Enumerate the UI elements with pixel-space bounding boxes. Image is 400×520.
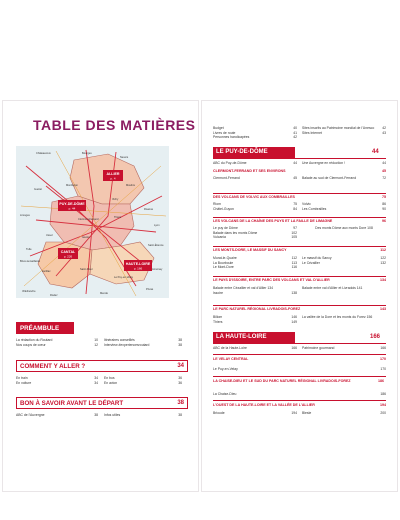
- map-region-label-allier: [103, 170, 123, 181]
- town: Saint-Étienne: [148, 244, 164, 247]
- toc-entry-label: Le Puy-en-Velay: [213, 367, 238, 371]
- section-title: COMMENT Y ALLER ?: [20, 362, 86, 370]
- toc-entry-page: 75: [293, 202, 297, 206]
- toc-entry-label: ABC de la Haute-Loire: [213, 346, 247, 350]
- right-top-col2: [302, 126, 386, 135]
- toc-entry-page: 170: [380, 367, 386, 371]
- cantal-label: CANTAL: [60, 250, 76, 254]
- toc-entry[interactable]: [213, 235, 297, 240]
- s4-col1: [213, 286, 297, 295]
- toc-entry-page: 156: [366, 315, 373, 319]
- town: Ussel: [46, 234, 53, 237]
- hl-col2: [302, 346, 386, 351]
- toc-entry[interactable]: [213, 392, 386, 397]
- subsection-heading[interactable]: [213, 357, 386, 361]
- section-rule: [213, 158, 386, 159]
- section-puy-de-dome[interactable]: [213, 147, 295, 158]
- section-bon-a-savoir[interactable]: [16, 397, 188, 409]
- toc-entry-label: La rédaction du Routard: [16, 338, 53, 342]
- s2-col2: [302, 226, 386, 231]
- toc-entry-label: Volvic: [302, 202, 311, 206]
- toc-entry[interactable]: [213, 207, 297, 212]
- subsection-heading[interactable]: [213, 248, 386, 252]
- allier-label: ALLIER: [106, 172, 120, 176]
- toc-entry[interactable]: [213, 265, 297, 270]
- toc-entry[interactable]: [302, 176, 386, 180]
- toc-entry-page: 141: [356, 286, 363, 290]
- toc-entry-page: 112: [291, 256, 297, 260]
- subsection-title: LES MONTS-DORE, LE MASSIF DU SANCY: [213, 248, 287, 252]
- section-page: 166: [370, 334, 381, 340]
- toc-entry[interactable]: [302, 286, 372, 291]
- s5-col1: [213, 315, 297, 324]
- s3-col2: [302, 256, 386, 265]
- toc-entry-label: La Bourboule: [213, 260, 234, 265]
- toc-entry-label: En train: [16, 376, 28, 380]
- puy-col1: [213, 161, 297, 166]
- subsection-heading[interactable]: [213, 403, 386, 407]
- toc-entry-label: En bus: [104, 376, 115, 380]
- section-title: PRÉAMBULE: [20, 324, 60, 332]
- section-rule: [213, 305, 386, 306]
- toc-entry-label: Infos utiles: [104, 413, 121, 417]
- toc-entry-page: 122: [380, 256, 386, 260]
- toc-entry-label: Les Combrailles: [302, 206, 327, 211]
- toc-entry-label: Itinéraires conseillés: [104, 338, 135, 342]
- toc-entry-page: 102: [291, 230, 297, 235]
- town: Roanne: [144, 208, 154, 211]
- toc-entry-label: Balade entre Cézallier et val d'Allier: [213, 286, 267, 290]
- toc-entry[interactable]: [16, 413, 98, 418]
- town: Clermont-Ferrand: [78, 218, 99, 221]
- subsection-page: 143: [380, 307, 386, 311]
- toc-entry-page: 36: [178, 376, 182, 380]
- auvergne-map: [16, 146, 169, 298]
- s2-col1: [213, 226, 297, 240]
- toc-entry-page: 36: [178, 380, 182, 385]
- s1-col2: [302, 202, 386, 211]
- town: Lyon: [154, 224, 160, 227]
- toc-entry-page: 138: [291, 290, 297, 295]
- toc-entry-label: Le massif du Sancy: [302, 256, 332, 260]
- town: Vichy: [112, 198, 119, 201]
- s5-col2: [302, 315, 386, 320]
- toc-entry-page: 116: [291, 265, 297, 269]
- toc-entry-label: Thiers: [213, 319, 223, 324]
- s0-col1: [213, 176, 297, 181]
- subsection-heading[interactable]: [213, 219, 386, 223]
- toc-entry-label: Balade entre val d'Allier et Livradois: [302, 286, 356, 290]
- toc-entry[interactable]: [213, 291, 297, 296]
- subsection-title: DES VOLCANS DE VOLVIC AUX COMBRAILLES: [213, 195, 295, 199]
- toc-entry-page: 12: [94, 342, 98, 347]
- preambule-col1: [16, 338, 98, 347]
- toc-entry-page: 43: [382, 130, 386, 135]
- hl2-col1: [213, 411, 297, 416]
- town: Nevers: [120, 156, 129, 159]
- toc-entry[interactable]: [104, 343, 182, 348]
- toc-entry[interactable]: [302, 315, 380, 320]
- toc-entry-label: Le Mont-Dore: [213, 265, 234, 269]
- toc-entry[interactable]: [213, 320, 297, 325]
- town: Guéret: [34, 188, 42, 191]
- section-page: 34: [177, 363, 184, 369]
- toc-entry-page: 34: [94, 380, 98, 385]
- toc-entry[interactable]: [302, 226, 386, 231]
- toc-entry-label: Murat-le-Quaire: [213, 256, 237, 260]
- toc-entry-page: 44: [293, 161, 297, 165]
- town: Annonay: [152, 268, 163, 271]
- toc-entry-page: 41: [293, 130, 297, 135]
- toc-entry-label: Interview #experiencesroutard: [104, 342, 150, 347]
- toc-entry-page: 34: [94, 376, 98, 380]
- toc-entry[interactable]: [302, 411, 386, 416]
- subsection-page: 112: [380, 248, 386, 252]
- map-region-label-puy-de-dome: [58, 200, 86, 211]
- puy-de-dome-label: PUY-DE-DÔME: [59, 202, 85, 206]
- subsection-heading[interactable]: [213, 379, 384, 383]
- town: Châteauroux: [36, 152, 51, 155]
- cantal-label-page: p. 226: [63, 254, 73, 259]
- haute-loire-label-page: p. 166: [133, 266, 143, 271]
- toc-entry-page: 97: [293, 226, 297, 230]
- toc-entry-page: 200: [380, 411, 386, 415]
- toc-entry-label: Billom: [213, 315, 223, 319]
- toc-entry-page: 166: [291, 346, 297, 350]
- toc-entry-page: 42: [293, 135, 297, 139]
- hl0-col1: [213, 367, 386, 372]
- puy-col2: [302, 161, 386, 166]
- subsection-title: LE PAYS D'ISSOIRE, ENTRE PARC DES VOLCANS ET VAL D'ALLIER: [213, 278, 330, 282]
- toc-entry[interactable]: [302, 161, 386, 166]
- toc-entry[interactable]: [213, 346, 297, 351]
- subsection-page: 170: [380, 357, 386, 361]
- town: Brive-la-Gaillarde: [20, 260, 41, 263]
- right-top-col1: [213, 126, 297, 140]
- toc-entry-label: Des monts Dôme aux monts Dore: [315, 226, 367, 230]
- subsection-page: 134: [380, 278, 386, 282]
- toc-entry-page: 38: [178, 338, 182, 342]
- hl1-col1: [213, 392, 386, 397]
- toc-entry-label: Livres de route: [213, 130, 236, 135]
- toc-entry-label: Blesle: [302, 411, 312, 415]
- toc-entry-page: 134: [267, 286, 274, 290]
- toc-entry-label: Brioude: [213, 411, 225, 415]
- toc-entry-label: Balade dans les monts Dôme: [213, 230, 258, 235]
- subsection-heading[interactable]: [213, 278, 386, 282]
- toc-entry-page: 166: [380, 346, 386, 350]
- hl2-col2: [302, 411, 386, 416]
- town: Issoire: [82, 236, 90, 239]
- subsection-page: 96: [382, 219, 386, 223]
- toc-entry-label: Issoire: [213, 290, 223, 295]
- town: Bourges: [82, 152, 92, 155]
- toc-entry-label: Personnes handicapées: [213, 135, 250, 139]
- toc-entry-label: Patrimoine gourmand: [302, 346, 335, 350]
- toc-entry-label: Vulcania: [213, 235, 226, 239]
- subsection-page: 186: [378, 379, 384, 383]
- town: Aurillac: [42, 270, 51, 273]
- subsection-page: 194: [380, 403, 386, 407]
- toc-entry-label: Le Cézallier: [302, 260, 320, 265]
- town: Saint-Flour: [80, 268, 93, 271]
- toc-entry-page: 149: [291, 319, 297, 324]
- section-rule: [213, 343, 386, 344]
- preambule-col2: [104, 338, 182, 347]
- town: Le Puy-en-Velay: [114, 276, 134, 279]
- subsection-title: LES VOLCANS DE LA CHAÎNE DES PUYS ET LA FAILLE DE LIMAGNE: [213, 219, 333, 223]
- subsection-heading[interactable]: [213, 195, 386, 199]
- section-rule: [213, 193, 386, 194]
- toc-entry-label: Châtel-Guyon: [213, 206, 234, 211]
- toc-entry-page: 132: [380, 260, 386, 265]
- town: Moulins: [126, 184, 135, 187]
- section-title: BON À SAVOIR AVANT LE DÉPART: [20, 399, 124, 407]
- toc-entry-page: 105: [291, 235, 297, 239]
- section-preambule[interactable]: [16, 322, 74, 334]
- toc-entry-label: En voiture: [16, 380, 32, 385]
- toc-entry-page: 90: [382, 206, 386, 211]
- section-title: LE PUY-DE-DÔME: [216, 149, 268, 155]
- comment-col1: [16, 376, 98, 385]
- toc-entry[interactable]: [213, 135, 297, 140]
- allier-label-page: p. 4: [110, 176, 116, 181]
- toc-entry-page: 146: [291, 315, 297, 319]
- toc-entry[interactable]: [213, 367, 386, 372]
- toc-entry-page: 72: [382, 176, 386, 180]
- section-rule: [213, 354, 386, 355]
- toc-entry-label: Riom: [213, 202, 221, 206]
- toc-entry-label: Balade au sud de Clermont-Ferrand: [302, 176, 357, 180]
- subsection-page: 75: [382, 195, 386, 199]
- section-page: 38: [177, 400, 184, 406]
- toc-entry[interactable]: [104, 381, 182, 386]
- map-region-label-cantal: [58, 248, 78, 259]
- toc-entry-page: 38: [178, 413, 182, 417]
- toc-entry-label: Nos coups de cœur: [16, 342, 46, 347]
- toc-entry[interactable]: [302, 131, 386, 136]
- toc-entry-label: La vallée de la Dore et les monts du Forez: [302, 315, 366, 319]
- map-region-label-haute-loire: [124, 260, 152, 271]
- town: Limoges: [20, 214, 30, 217]
- section-rule: [213, 246, 386, 247]
- subsection-title: CLERMONT-FERRAND ET SES ENVIRONS: [213, 169, 286, 173]
- toc-entry-page: 45: [293, 176, 297, 180]
- toc-entry-page: 84: [293, 206, 297, 211]
- toc-entry[interactable]: [302, 261, 386, 266]
- toc-entry-page: 186: [380, 392, 386, 396]
- toc-entry-label: En avion: [104, 380, 118, 385]
- subsection-heading[interactable]: [213, 169, 386, 173]
- section-rule: [213, 400, 386, 401]
- section-rule: [213, 376, 386, 377]
- toc-entry-page: 44: [382, 161, 386, 165]
- s0-col2: [302, 176, 386, 180]
- town: Montluçon: [66, 184, 78, 187]
- town: Villefranche: [22, 290, 36, 293]
- section-rule: [213, 276, 386, 277]
- toc-entry[interactable]: [213, 161, 297, 166]
- toc-entry-label: Sites Internet: [302, 130, 322, 135]
- subsection-page: 45: [382, 169, 386, 173]
- toc-entry[interactable]: [213, 176, 297, 181]
- toc-entry[interactable]: [16, 381, 98, 386]
- town: Mende: [100, 292, 108, 295]
- s4-col2: [302, 286, 386, 291]
- s3-col1: [213, 256, 297, 270]
- town: Rodez: [50, 294, 58, 297]
- toc-entry-page: 42: [382, 126, 386, 130]
- toc-entry-label: La Chaise-Dieu: [213, 392, 237, 396]
- toc-entry-page: 38: [94, 413, 98, 417]
- toc-entry-page: 10: [94, 338, 98, 342]
- haute-loire-label: HAUTE-LOIRE: [125, 262, 151, 266]
- subsection-heading[interactable]: [213, 307, 386, 311]
- toc-entry-page: 38: [178, 342, 182, 347]
- section-title: LA HAUTE-LOIRE: [216, 334, 267, 340]
- toc-entry[interactable]: [104, 413, 182, 418]
- toc-entry[interactable]: [302, 346, 386, 351]
- toc-entry[interactable]: [213, 286, 283, 291]
- section-page: 44: [372, 149, 379, 155]
- hl-col1: [213, 346, 297, 351]
- toc-entry-label: Une Auvergne en réduction !: [302, 161, 345, 165]
- toc-entry-page: 108: [367, 226, 373, 230]
- page-title: TABLE DES MATIÈRES: [33, 117, 196, 133]
- toc-entry-page: 86: [382, 202, 386, 206]
- toc-entry[interactable]: [213, 411, 297, 416]
- bon-col1: [16, 413, 98, 418]
- toc-entry-page: 40: [293, 126, 297, 130]
- toc-entry-label: ABC du Puy-de-Dôme: [213, 161, 247, 165]
- s1-col1: [213, 202, 297, 211]
- toc-entry-label: Le puy de Dôme: [213, 226, 238, 230]
- subsection-title: L'OUEST DE LA HAUTE-LOIRE ET LA VALLÉE DE L'ALLIER: [213, 403, 315, 407]
- toc-entry-label: Clermont-Ferrand: [213, 176, 240, 180]
- section-comment-y-aller[interactable]: [16, 360, 188, 372]
- subsection-title: LE PARC NATUREL RÉGIONAL LIVRADOIS-FOREZ: [213, 307, 301, 311]
- bon-col2: [104, 413, 182, 418]
- comment-col2: [104, 376, 182, 385]
- town: Privas: [146, 288, 154, 291]
- toc-entry-page: 113: [291, 260, 297, 265]
- toc-entry[interactable]: [302, 207, 386, 212]
- toc-entry[interactable]: [16, 343, 98, 348]
- subsection-title: LE VELAY CENTRAL: [213, 357, 249, 361]
- section-rule: [213, 217, 386, 218]
- puy-de-dome-label-page: p. 44: [68, 206, 76, 211]
- toc-entry-label: ABC de l'Auvergne: [16, 413, 45, 417]
- section-haute-loire[interactable]: [213, 332, 295, 343]
- toc-entry-label: Sites inscrits au Patrimoine mondial de l'Unesco: [302, 126, 375, 130]
- town: Thiers: [114, 216, 122, 219]
- subsection-title: LA CHAISE-DIEU ET LE SUD DU PARC NATUREL RÉGIONAL LIVRADOIS-FOREZ: [213, 379, 351, 383]
- toc-entry-page: 194: [291, 411, 297, 415]
- toc-entry-label: Budget: [213, 126, 224, 130]
- town: Tulle: [26, 248, 32, 251]
